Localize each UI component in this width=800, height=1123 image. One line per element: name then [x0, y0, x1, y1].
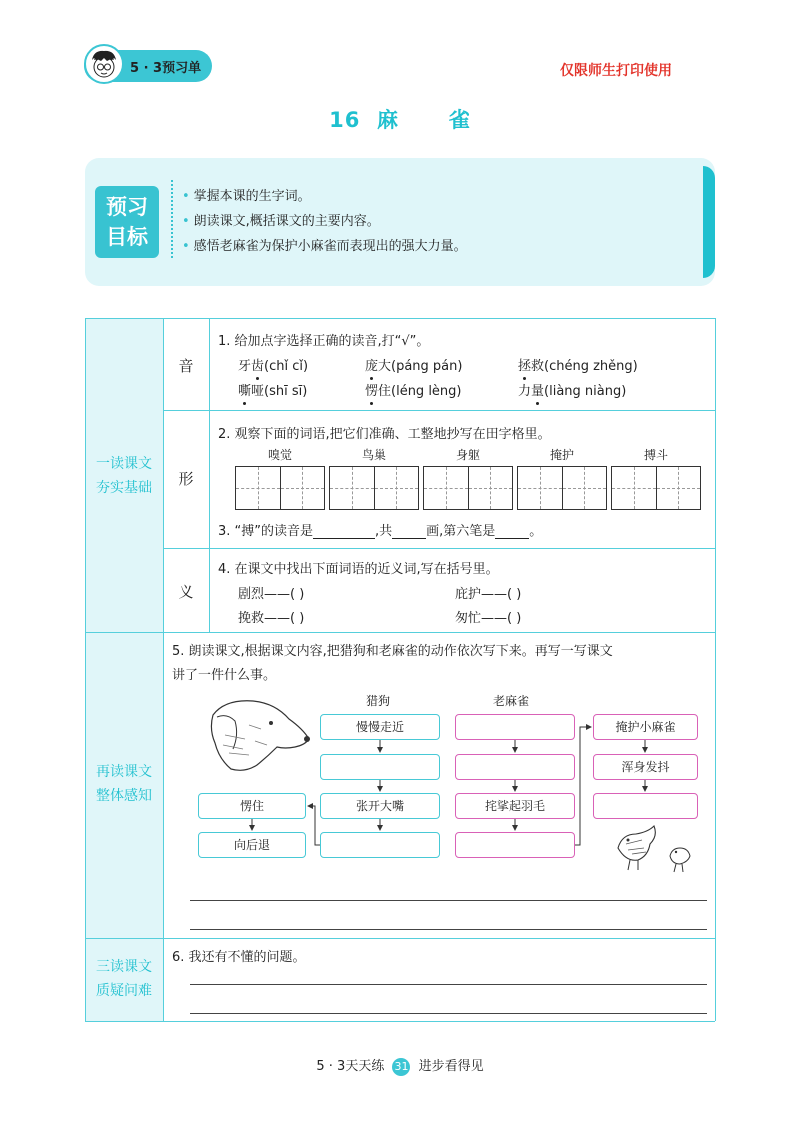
table-border	[163, 548, 715, 549]
section-label-line: 质疑问难	[96, 983, 152, 999]
sub-label-yin: 音	[178, 357, 194, 375]
print-note: 仅限师生打印使用	[560, 63, 672, 79]
brand-text: 5 · 3预习单	[130, 61, 202, 76]
section-label-line: 再读课文	[96, 764, 152, 780]
tianzige-box[interactable]	[235, 466, 325, 510]
q3-text: 。	[529, 524, 543, 539]
table-border	[209, 318, 210, 632]
q4-item[interactable]: 剧烈——( )	[238, 587, 305, 602]
q1-item[interactable]: 拯救(chéng zhěng)	[518, 359, 638, 374]
tz-word: 鸟巢	[361, 448, 386, 462]
sub-label-xing: 形	[178, 470, 194, 488]
q1-item[interactable]: 嘶哑(shī sī)	[238, 384, 308, 399]
dog-illustration-icon	[205, 695, 313, 780]
objective-text: 朗读课文,概括课文的主要内容。	[193, 214, 380, 229]
table-border	[85, 318, 715, 319]
objective-item	[182, 185, 311, 204]
objective-item	[182, 235, 467, 254]
tz-word: 嗅觉	[267, 448, 292, 462]
dog-action-box[interactable]	[320, 754, 440, 780]
lesson-title: 16 麻 雀	[329, 108, 471, 132]
question-6: 6. 我还有不懂的问题。	[172, 950, 306, 965]
section-label-1	[85, 452, 163, 500]
page-footer	[0, 1055, 800, 1076]
section-label-3	[85, 955, 163, 1003]
question-4: 4. 在课文中找出下面词语的近义词,写在括号里。	[218, 562, 499, 577]
table-border	[85, 1021, 715, 1022]
q1-item[interactable]: 庞大(páng pán)	[365, 359, 463, 374]
question-5-line2: 讲了一件什么事。	[172, 668, 277, 683]
question-1: 1. 给加点字选择正确的读音,打“√”。	[218, 334, 430, 349]
sparrow-action-box[interactable]	[455, 754, 575, 780]
section-label-line: 整体感知	[96, 788, 152, 804]
objective-text: 感悟老麻雀为保护小麻雀而表现出的强大力量。	[193, 239, 467, 254]
q4-item[interactable]: 挽救——( )	[238, 611, 305, 626]
sub-label-yi: 义	[178, 583, 194, 601]
tianzige-box[interactable]	[329, 466, 419, 510]
objectives-divider	[171, 180, 173, 258]
table-border	[715, 318, 716, 1021]
sparrow-right-box[interactable]: 掩护小麻雀	[593, 714, 698, 740]
section-label-line: 夯实基础	[96, 480, 152, 496]
dog-column-head: 猎狗	[366, 694, 391, 708]
tianzige-box[interactable]	[423, 466, 513, 510]
bullet-icon: •	[182, 189, 190, 204]
sparrow-action-box[interactable]	[455, 832, 575, 858]
question-5-line1: 5. 朗读课文,根据课文内容,把猎狗和老麻雀的动作依次写下来。再写一写课文	[172, 644, 613, 659]
bullet-icon: •	[182, 214, 190, 229]
table-border	[163, 410, 715, 411]
question-3	[218, 520, 542, 539]
tz-word: 掩护	[549, 448, 574, 462]
dog-action-box[interactable]	[320, 832, 440, 858]
sparrow-illustration-icon	[612, 822, 698, 874]
section-label-line: 一读课文	[96, 456, 152, 472]
objectives-label	[95, 186, 159, 258]
arrow-connector	[308, 806, 320, 845]
sparrow-right-box[interactable]: 浑身发抖	[593, 754, 698, 780]
tz-word: 搏斗	[643, 448, 668, 462]
table-border	[85, 632, 715, 633]
answer-line[interactable]	[190, 1013, 707, 1014]
q3-blank-pinyin[interactable]	[313, 524, 375, 539]
objective-text: 掌握本课的生字词。	[193, 189, 311, 204]
section-column-bg	[85, 318, 163, 1022]
section-label-2	[85, 760, 163, 808]
sparrow-action-box[interactable]	[455, 714, 575, 740]
dog-action-box[interactable]: 张开大嘴	[320, 793, 440, 819]
sparrow-right-box[interactable]	[593, 793, 698, 819]
answer-line[interactable]	[190, 984, 707, 985]
objectives-panel	[85, 158, 715, 286]
section-label-line: 三读课文	[96, 959, 152, 975]
question-2: 2. 观察下面的词语,把它们准确、工整地抄写在田字格里。	[218, 427, 551, 442]
q3-blank-stroke6[interactable]	[495, 524, 529, 539]
q3-blank-strokes[interactable]	[392, 524, 426, 539]
sparrow-column-head: 老麻雀	[493, 694, 530, 708]
mascot-face-icon	[84, 44, 124, 84]
q1-item[interactable]: 牙齿(chǐ cǐ)	[238, 359, 309, 374]
table-border	[85, 318, 86, 1021]
objectives-label-line1: 预习	[106, 195, 148, 219]
answer-line[interactable]	[190, 900, 707, 901]
q3-text: 画,第六笔是	[426, 524, 496, 539]
objective-item	[182, 210, 380, 229]
arrow-connector	[575, 727, 591, 845]
tianzige-box[interactable]	[517, 466, 607, 510]
table-border	[163, 318, 164, 1021]
footer-left: 5 · 3天天练	[316, 1059, 385, 1074]
objectives-stripe	[703, 166, 715, 278]
footer-right: 进步看得见	[418, 1059, 484, 1074]
table-border	[85, 938, 715, 939]
q3-text: ,共	[375, 524, 393, 539]
page-number: 31	[392, 1058, 410, 1076]
q4-item[interactable]: 匆忙——( )	[455, 611, 522, 626]
dog-action-box[interactable]: 慢慢走近	[320, 714, 440, 740]
dog-back-box[interactable]: 向后退	[198, 832, 306, 858]
bullet-icon: •	[182, 239, 190, 254]
sparrow-action-box[interactable]: 挓挲起羽毛	[455, 793, 575, 819]
answer-line[interactable]	[190, 929, 707, 930]
objectives-label-line2: 目标	[106, 225, 148, 249]
tianzige-box[interactable]	[611, 466, 701, 510]
q4-item[interactable]: 庇护——( )	[455, 587, 522, 602]
q1-item[interactable]: 力量(liàng niàng)	[518, 384, 627, 399]
tz-word: 身躯	[455, 448, 480, 462]
q1-item[interactable]: 愣住(léng lèng)	[365, 384, 462, 399]
q3-text: 3. “搏”的读音是	[218, 524, 314, 539]
dog-back-box[interactable]: 愣住	[198, 793, 306, 819]
